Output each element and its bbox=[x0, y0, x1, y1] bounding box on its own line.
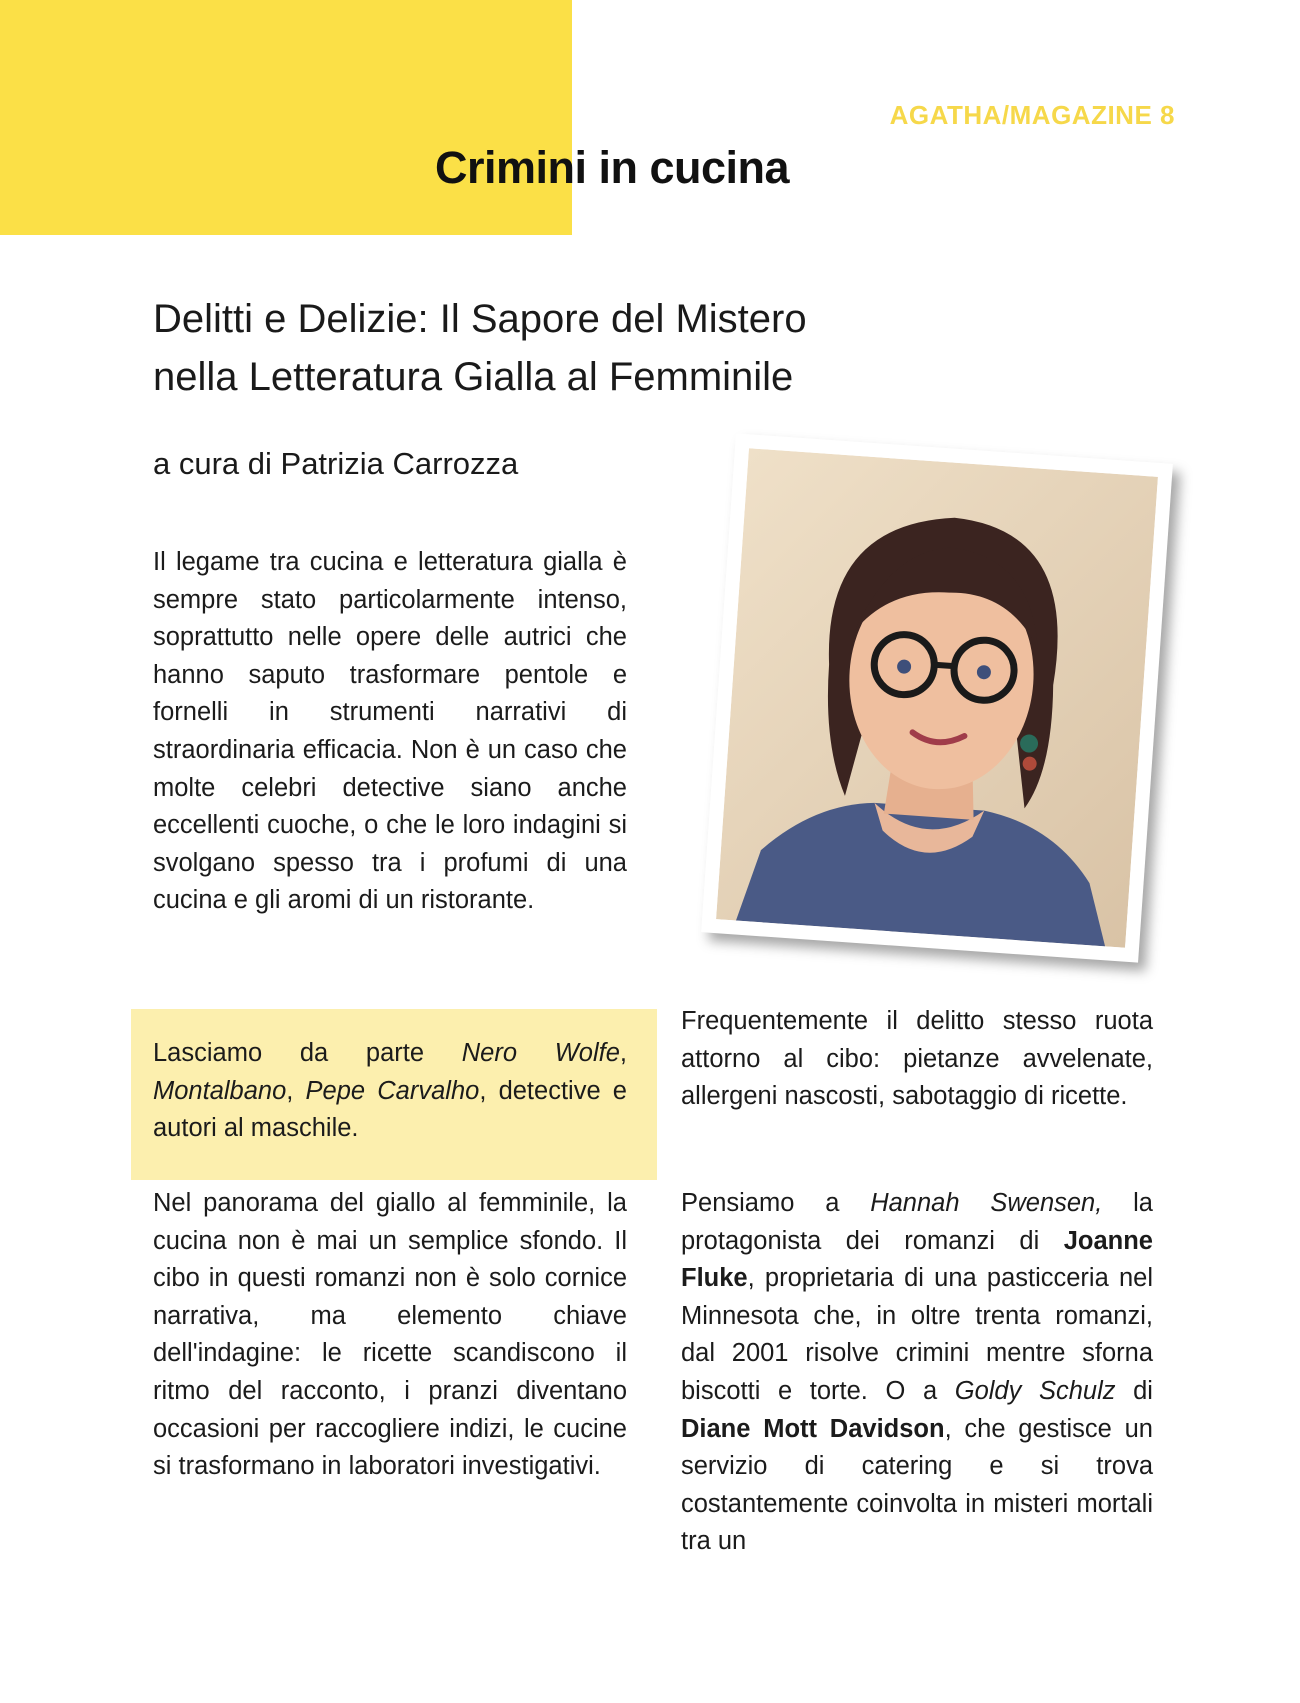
highlight-separator: , bbox=[286, 1076, 306, 1105]
paragraph-panorama: Nel panorama del giallo al femminile, la cucina non è mai un semplice sfondo. Il cibo in questi romanzi non è solo cornice narrativa, ma elemento chiave dell'indagine: le ricette scandiscono il ritmo del racconto, i pranzi diventano occasioni per raccogliere indizi, le cucine si trasformano in laboratori investigativi. bbox=[153, 1189, 627, 1481]
paragraph-highlight bbox=[153, 1035, 627, 1148]
character-name: Goldy Schulz bbox=[954, 1376, 1116, 1405]
highlight-name: Pepe Carvalho bbox=[305, 1076, 480, 1105]
header-color-block bbox=[0, 0, 572, 235]
highlight-name: Nero Wolfe bbox=[461, 1039, 620, 1067]
text-run: Pensiamo a bbox=[681, 1189, 871, 1217]
highlight-separator: , bbox=[619, 1039, 628, 1067]
article-title-line2: nella Letteratura Gialla al Femminile bbox=[153, 355, 794, 399]
author-photo bbox=[701, 433, 1173, 962]
highlight-name: Montalbano bbox=[153, 1076, 287, 1105]
character-name: Hannah Swensen, bbox=[870, 1189, 1103, 1217]
photo-frame bbox=[701, 433, 1173, 962]
text-run: la protagonista dei romanzi di bbox=[681, 1189, 1153, 1255]
paragraph-examples bbox=[681, 1185, 1153, 1561]
paragraph-intro: Il legame tra cucina e letteratura gialla è sempre stato particolarmente intenso, soprattutto nelle opere delle autrici che hanno saputo trasformare pentole e fornelli in strumenti narrativi di straordinaria efficacia. Non è un caso che molte celebri detective siano anche eccellenti cuoche, o che le loro indagini si svolgano spesso tra i profumi di una cucina e gli aromi di un ristorante. bbox=[153, 548, 627, 915]
highlight-text: , detective e autori al maschile. bbox=[153, 1076, 627, 1143]
text-run: , proprietaria di una pasticceria nel Minnesota che, in oltre trenta romanzi, dal 2001 risolve crimini mentre sforna biscotti e torte. O a bbox=[681, 1264, 1153, 1405]
portrait-image bbox=[716, 448, 1158, 947]
magazine-label: AGATHA/MAGAZINE 8 bbox=[889, 100, 1175, 130]
text-run: di bbox=[1115, 1376, 1153, 1405]
text-run: , che gestisce un servizio di catering e si trova costantemente coinvolta in misteri mortali tra un bbox=[681, 1414, 1153, 1556]
author-name: Joanne Fluke bbox=[681, 1226, 1153, 1293]
author-name: Diane Mott Davidson bbox=[681, 1414, 945, 1443]
highlight-text: Lasciamo da parte bbox=[153, 1039, 462, 1067]
byline: a cura di Patrizia Carrozza bbox=[153, 446, 519, 481]
paragraph-delitto: Frequentemente il delitto stesso ruota attorno al cibo: pietanze avvelenate, allergeni nascosti, sabotaggio di ricette. bbox=[681, 1007, 1153, 1111]
article-title bbox=[153, 290, 953, 406]
article-title-line1: Delitti e Delizie: Il Sapore del Mistero bbox=[153, 297, 807, 341]
section-title: Crimini in cucina bbox=[435, 142, 790, 193]
